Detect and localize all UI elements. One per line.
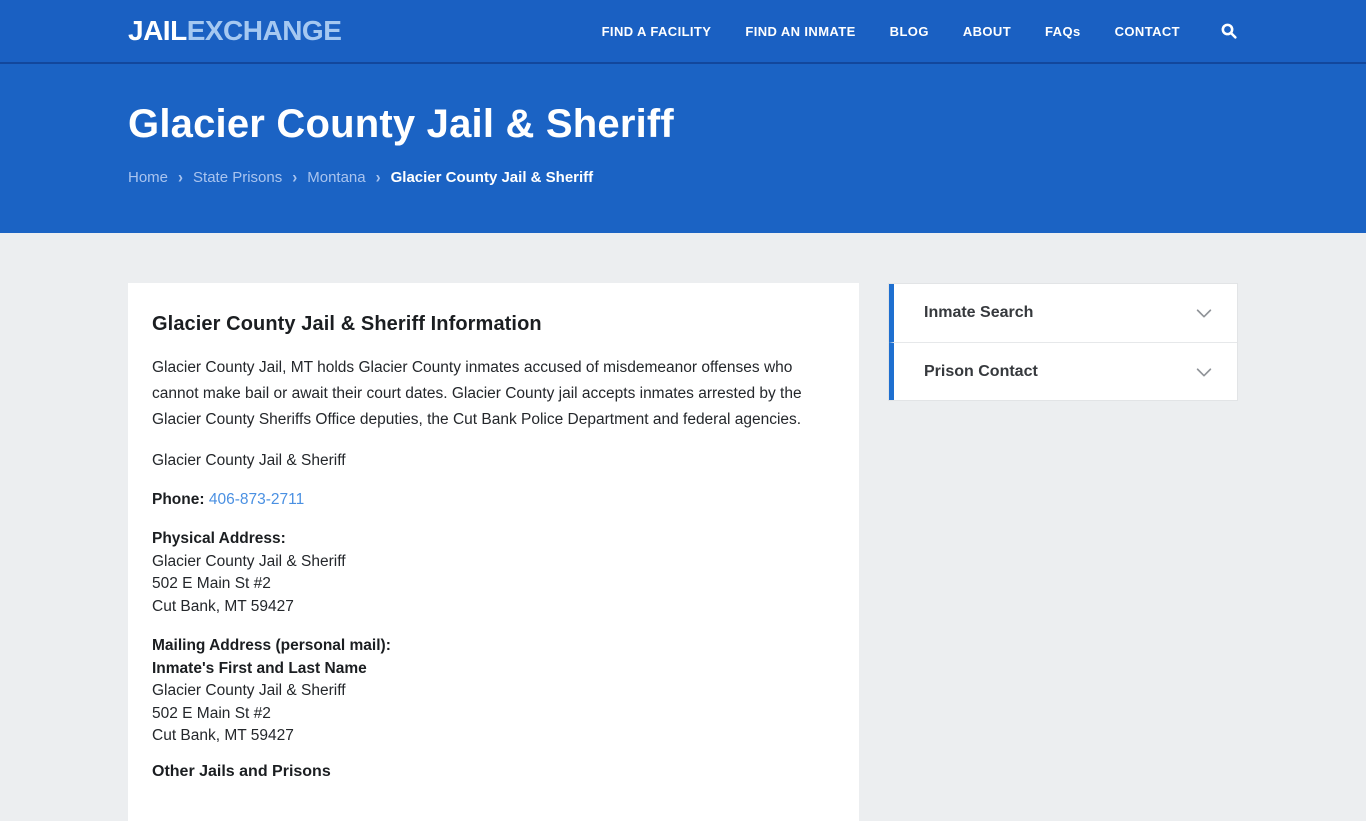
prison-contact-accordion[interactable] xyxy=(889,342,1237,400)
sidebar xyxy=(888,283,1238,401)
nav-contact[interactable]: CONTACT xyxy=(1114,23,1180,39)
breadcrumb xyxy=(128,169,1238,186)
facility-info-heading: Glacier County Jail & Sheriff Information xyxy=(152,313,542,335)
mailing-address-sublabel: Inmate's First and Last Name xyxy=(152,659,367,677)
chevron-right-icon: › xyxy=(292,168,298,187)
page-body xyxy=(0,233,1366,821)
other-jails-heading: Other Jails and Prisons xyxy=(152,762,331,780)
mailing-address-label: Mailing Address (personal mail): xyxy=(152,637,391,654)
physical-address-block xyxy=(152,528,835,618)
phone-row xyxy=(152,489,835,511)
breadcrumb-state-prisons[interactable]: State Prisons xyxy=(193,169,283,186)
inmate-search-label: Inmate Search xyxy=(924,304,1034,321)
facility-info-card xyxy=(128,283,859,821)
mailing-address-block xyxy=(152,635,835,748)
physical-address-line: Cut Bank, MT 59427 xyxy=(152,597,294,615)
search-icon[interactable] xyxy=(1220,22,1238,40)
phone-label: Phone: xyxy=(152,491,205,508)
breadcrumb-current: Glacier County Jail & Sheriff xyxy=(390,169,594,186)
nav-about[interactable]: ABOUT xyxy=(962,23,1012,39)
top-navigation-bar xyxy=(0,0,1366,64)
breadcrumb-montana[interactable]: Montana xyxy=(307,169,366,186)
breadcrumb-home[interactable]: Home xyxy=(128,169,169,186)
physical-address-line: Glacier County Jail & Sheriff xyxy=(152,552,346,570)
main-nav xyxy=(602,22,1238,40)
sidebar-accordion xyxy=(888,283,1238,401)
logo-text-exchange: EXCHANGE xyxy=(186,15,342,46)
inmate-search-accordion[interactable] xyxy=(889,284,1237,342)
nav-find-a-facility[interactable]: FIND A FACILITY xyxy=(601,23,712,39)
facility-intro-paragraph: Glacier County Jail, MT holds Glacier County inmates accused of misdemeanor offenses who cannot make bail or await their court dates. Glacier County jail accepts inmates arrested by the Glacier County Sheriffs Office deputies, the Cut Bank Police Department and federal agencies. xyxy=(152,359,802,428)
phone-number-link[interactable]: 406-873-2711 xyxy=(208,491,305,508)
chevron-down-icon xyxy=(1193,361,1215,383)
nav-blog[interactable]: BLOG xyxy=(889,23,929,39)
chevron-down-icon xyxy=(1193,302,1215,324)
mailing-address-line: Cut Bank, MT 59427 xyxy=(152,727,294,744)
mailing-address-line: 502 E Main St #2 xyxy=(152,704,271,722)
page-header xyxy=(0,64,1366,233)
logo-text-jail: JAIL xyxy=(128,15,187,46)
site-logo[interactable] xyxy=(128,15,341,47)
chevron-right-icon: › xyxy=(375,168,381,187)
chevron-right-icon: › xyxy=(178,168,184,187)
prison-contact-label: Prison Contact xyxy=(924,362,1038,380)
physical-address-line: 502 E Main St #2 xyxy=(152,575,271,592)
page-title: Glacier County Jail & Sheriff xyxy=(128,102,674,146)
nav-faqs[interactable]: FAQs xyxy=(1045,23,1081,39)
nav-find-an-inmate[interactable]: FIND AN INMATE xyxy=(745,23,856,39)
physical-address-label: Physical Address: xyxy=(152,530,286,547)
mailing-address-line: Glacier County Jail & Sheriff xyxy=(152,682,346,699)
facility-name: Glacier County Jail & Sheriff xyxy=(152,452,346,469)
